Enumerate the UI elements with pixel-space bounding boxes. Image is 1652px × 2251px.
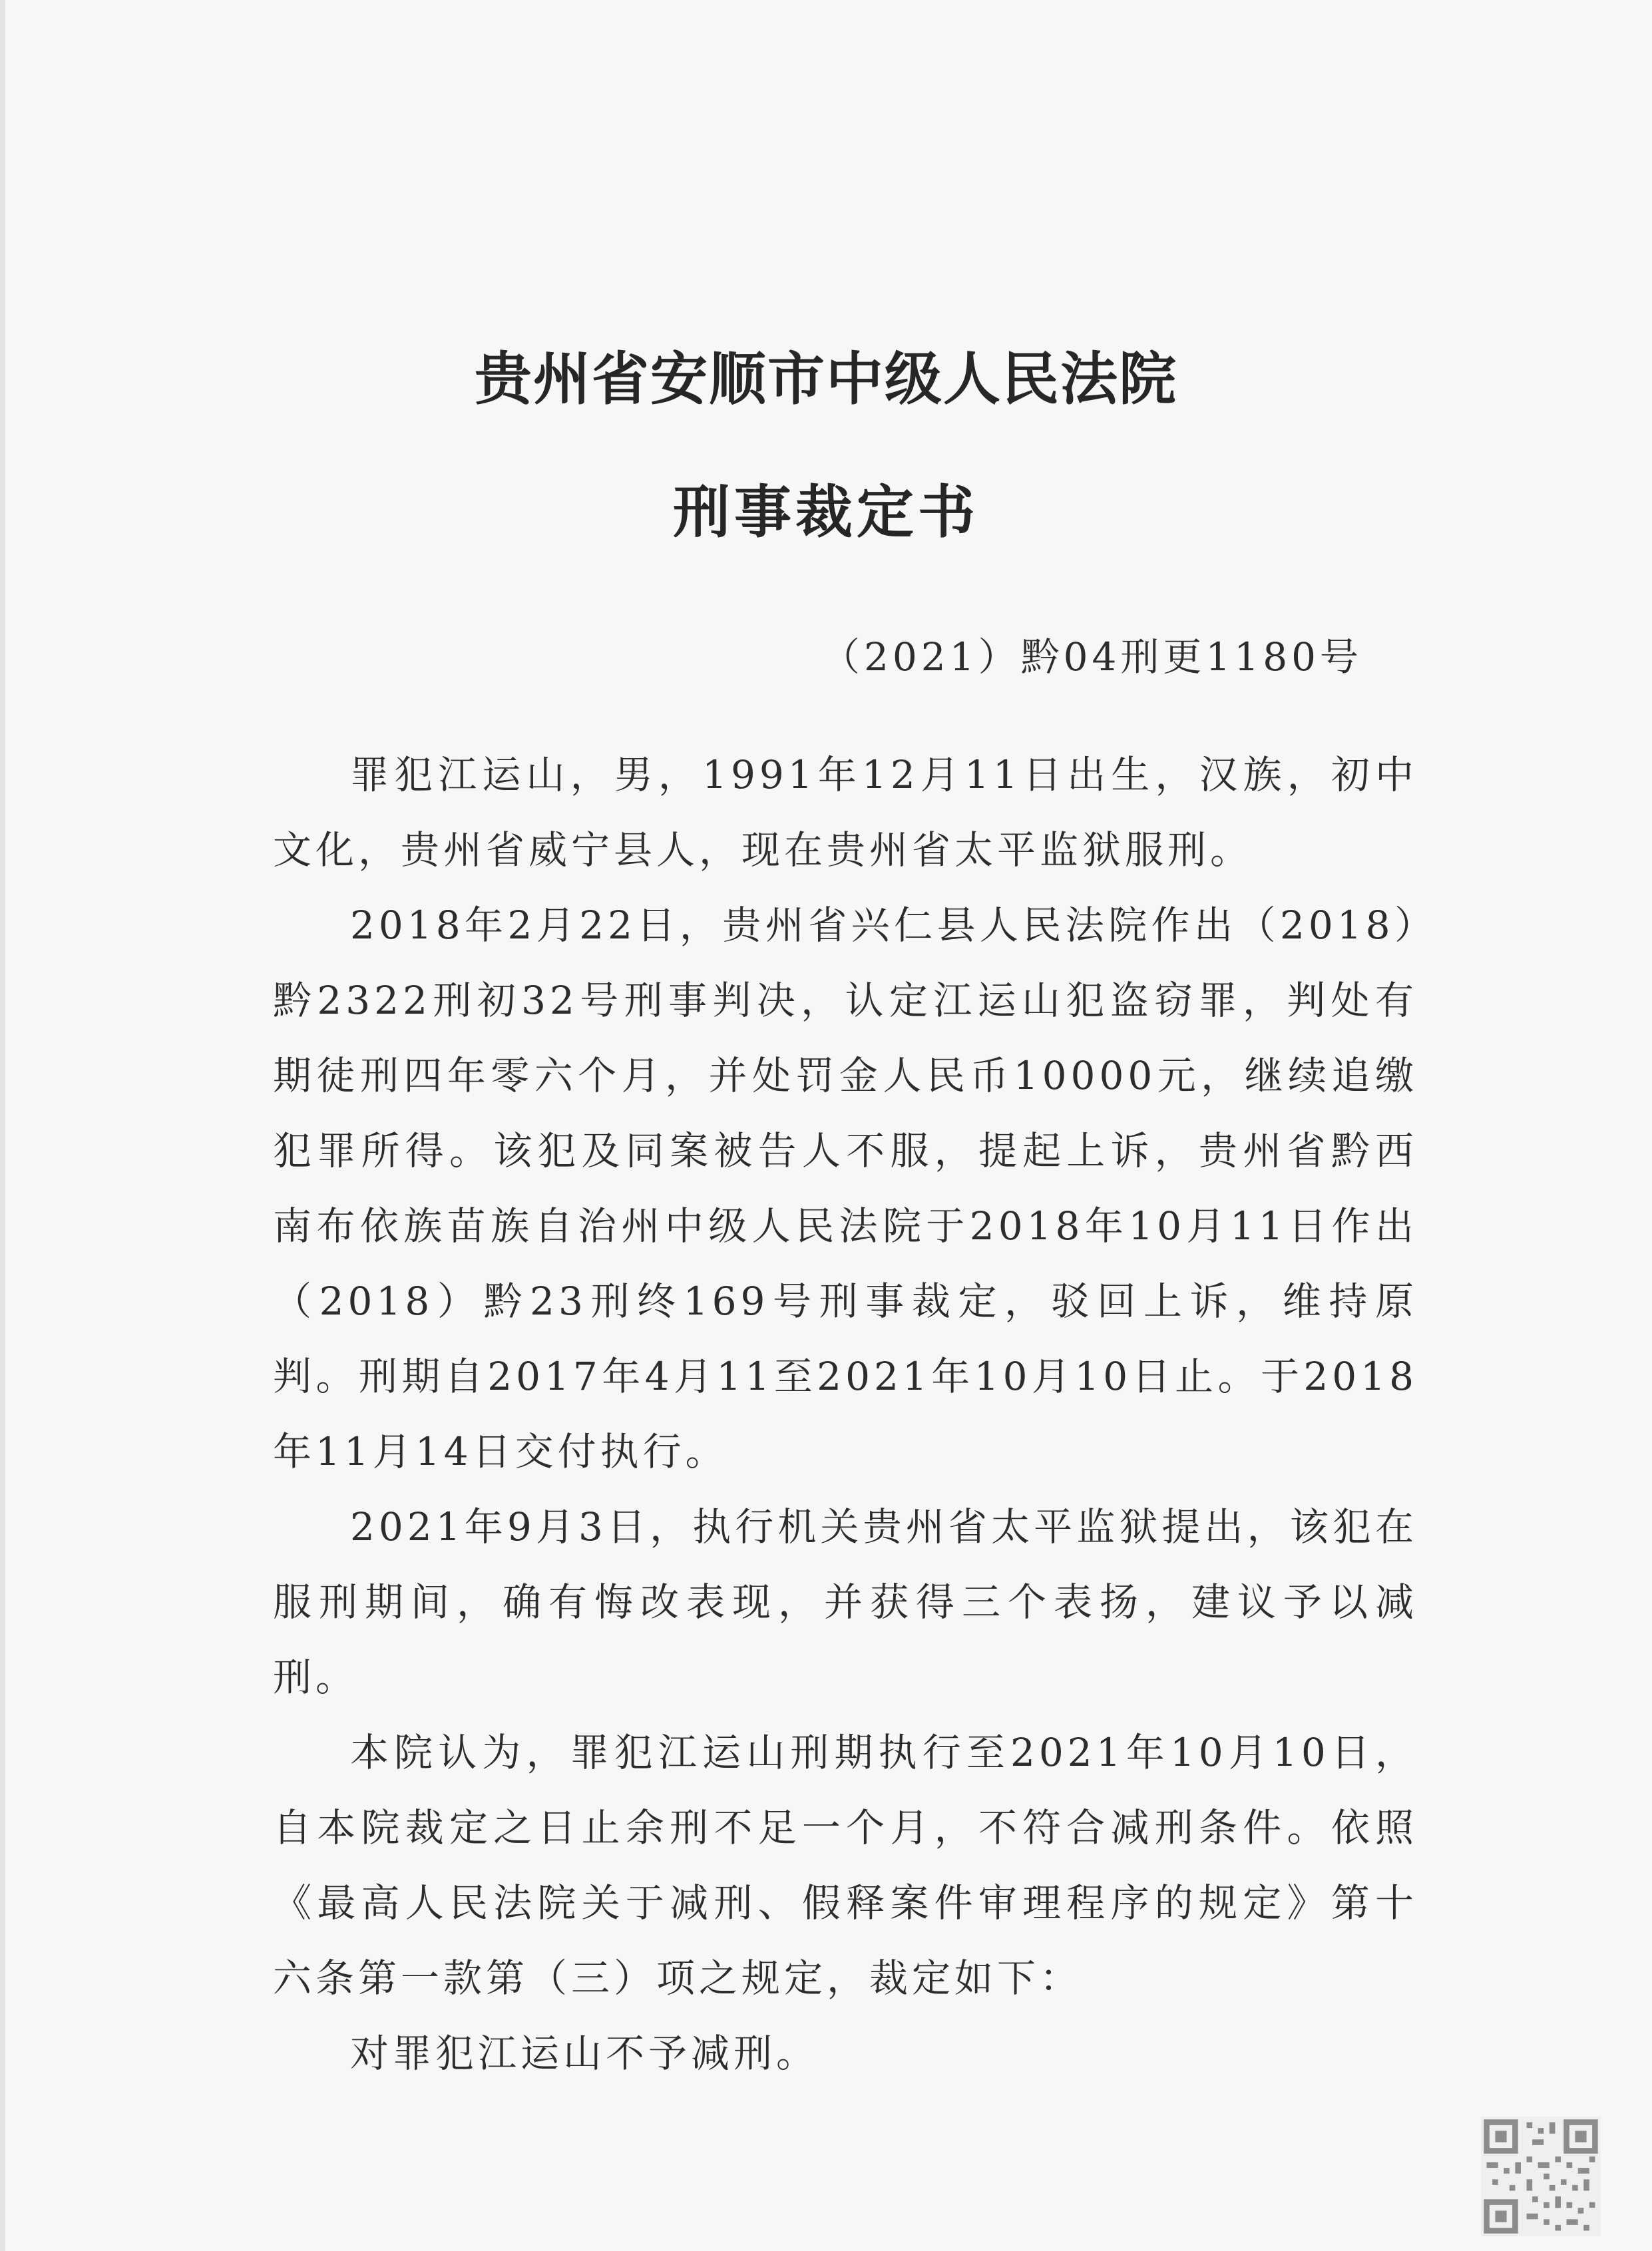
case-number: （2021）黔04刑更1180号 [821,634,1362,680]
paragraph-proposal: 2021年9月3日，执行机关贵州省太平监狱提出，该犯在服刑期间，确有悔改表现，并获得三个表扬，建议予以减刑。 [273,1504,1418,1700]
paragraph-case-history: 2018年2月22日，贵州省兴仁县人民法院作出（2018）黔2322刑初32号刑事判决，认定江运山犯盗窃罪，判处有期徒刑四年零六个月，并处罚金人民币10000元，继续追缴犯罪所得。该犯及同案被告人不服，提起上诉，贵州省黔西南布依族苗族自治州中级人民法院于2018年10月11日作出（2018）黔23刑终169号刑事裁定，驳回上诉，维持原判。刑期自2017年4月11至2021年10月10日止。于2018年11月14日交付执行。 [273,903,1418,1474]
document-body [273,737,1418,2091]
document-type-title: 刑事裁定书 [673,479,979,546]
qr-code-icon [1481,2117,1601,2236]
paragraph-defendant-info: 罪犯江运山，男，1991年12月11日出生，汉族，初中文化，贵州省威宁县人，现在贵州省太平监狱服刑。 [273,752,1418,873]
paragraph-ruling: 对罪犯江运山不予减刑。 [350,2031,819,2076]
paragraph-court-opinion: 本院认为，罪犯江运山刑期执行至2021年10月10日，自本院裁定之日止余刑不足一个月，不符合减刑条件。依照《最高人民法院关于减刑、假释案件审理程序的规定》第十六条第一款第（三）项之规定，裁定如下： [273,1730,1418,2001]
court-name-title: 贵州省安顺市中级人民法院 [475,346,1177,413]
